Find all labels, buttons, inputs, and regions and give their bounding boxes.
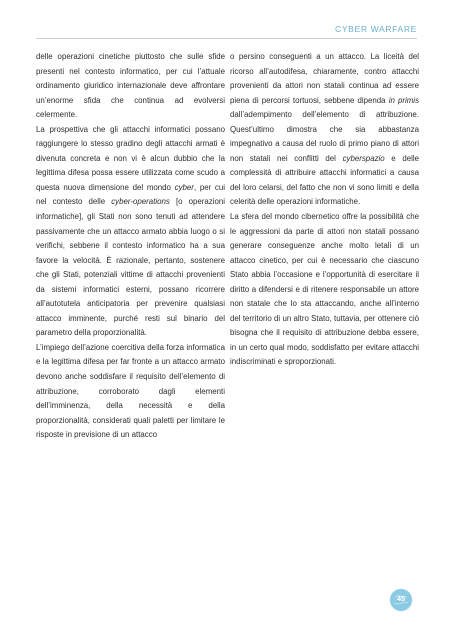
text-run: La sfera del mondo cibernetico offre la possibilità che le aggressioni da parte di attori non statali possano generare conseguenze anche molto letali di un attacco cinetico, per cui è necessario che ciascuno Stato abbia l’occasione e l’opportunità di esercitare il diritto a difendersi e di ritenere responsabile un attore non statale che lo sta attaccando, anche all’interno del territorio di un altro Stato, tuttavia, per ottenere ciò bisogna che il requisito di attribuzione debba essere, in un certo qual modo, soddisfatto per evitare attacchi indiscriminati e sproporzionati. bbox=[230, 212, 419, 367]
running-header: CYBER WARFARE bbox=[335, 24, 417, 34]
italic-term: cyber-operations bbox=[111, 197, 170, 207]
header-divider bbox=[36, 38, 417, 39]
paragraph bbox=[230, 210, 419, 370]
text-run: , per cui nel contesto delle bbox=[36, 182, 225, 207]
text-run: e delle complessità di attribuire attacchi informatici a causa del loro celarsi, del fatto che non vi sono limiti e della celerità delle operazioni informatiche. bbox=[230, 153, 419, 207]
text-run: L’impiego dell’azione coercitiva della forza informatica e la legittima difesa per far fronte a un attacco armato devono anche soddisfare il requisito dell’elemento di attribuzione, corroborato dagli elementi dell’imminenza, della necessità e della proporzionalità, considerati quali paletti per limitare le risposte in previsione di un attacco bbox=[36, 342, 225, 440]
paragraph bbox=[36, 341, 225, 443]
italic-term: cyberspazio bbox=[342, 153, 385, 163]
italic-term: in primis bbox=[388, 95, 420, 105]
page-number: 45 bbox=[396, 594, 406, 603]
left-text-column bbox=[36, 50, 225, 443]
text-run: [o operazioni informatiche], gli Stati non sono tenuti ad attendere passivamente che un attacco armato abbia luogo o si verifichi, sebbene il contesto informatico ha a sua favore la velocità. È razionale, pertanto, sostenere che gli Stati, potenziali vittime di attacchi provenienti da sistemi informatici esterni, possano ricorrere all’autotutela anticipatoria per prevenire qualsiasi attacco imminente, purché resti sul binario del parametro della proporzionalità. bbox=[36, 197, 225, 338]
text-run: delle operazioni cinetiche piuttosto che sulle sfide presenti nel contesto informatico, per cui l’attuale ordinamento giuridico internazionale deve affrontare un’enorme sfida che continua ad evolversi celermente. bbox=[36, 52, 225, 120]
right-text-column bbox=[230, 50, 419, 370]
italic-term: cyber bbox=[174, 182, 194, 192]
paragraph bbox=[230, 50, 419, 210]
paragraph bbox=[36, 50, 225, 123]
text-run: La prospettiva che gli attacchi informatici possano raggiungere lo stesso gradino degli attacchi armati è divenuta concreta e non vi è alcun dubbio che la legittima difesa possa essere utilizzata come scudo a questa nuova dimensione del mondo bbox=[36, 124, 225, 192]
paragraph bbox=[36, 123, 225, 341]
text-run: dall’adempimento dell’elemento di attribuzione. Quest’ultimo dimostra che sia abbastanza impegnativo a causa del ruolo di primo piano di attori non statali nei conflitti del bbox=[230, 110, 419, 163]
text-run: o persino conseguenti a un attacco. La liceità del ricorso all’autodifesa, chiaramente, contro attacchi provenienti da attori non statali continua ad essere piena di percorsi tortuosi, sebbene dipenda bbox=[230, 52, 419, 105]
